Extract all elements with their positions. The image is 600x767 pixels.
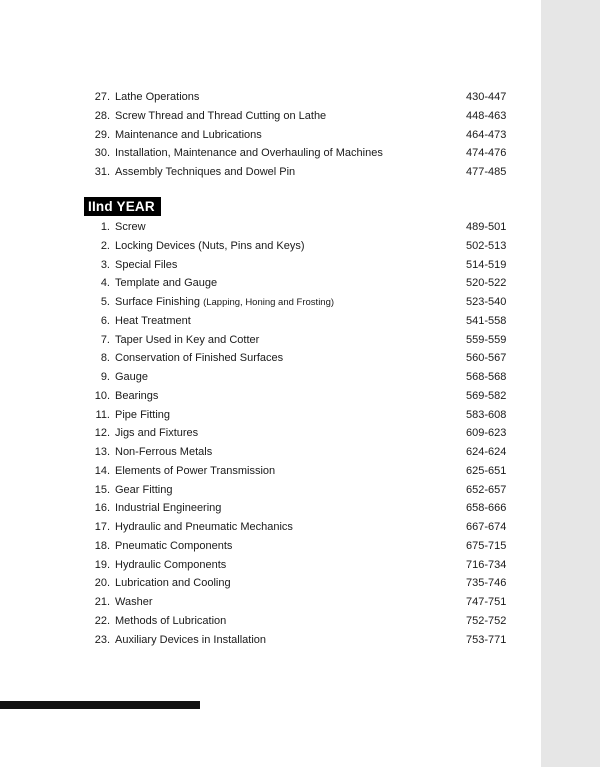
toc-entry (0, 107, 541, 126)
entry-number: 17. (94, 521, 110, 533)
entry-page-range: 609-623 (466, 427, 507, 440)
entry-page-range: 569-582 (466, 389, 507, 402)
entry-title (115, 88, 199, 107)
entry-title (115, 218, 146, 237)
toc-entry (0, 424, 541, 443)
entry-title-text: Surface Finishing (115, 296, 200, 308)
entry-title (115, 163, 295, 182)
entry-page-range: 520-522 (466, 277, 507, 290)
toc-list-first-year (0, 88, 541, 182)
toc-entry (0, 274, 541, 293)
entry-title-text: Washer (115, 596, 153, 608)
entry-number: 7. (100, 333, 110, 346)
toc-entry (0, 126, 541, 145)
entry-title-text: Template and Gauge (115, 277, 218, 290)
toc-entry (0, 518, 541, 537)
entry-number: 10. (94, 389, 110, 402)
entry-number: 27. (94, 91, 110, 103)
entry-title (115, 556, 226, 575)
entry-title (115, 107, 326, 126)
entry-number: 23. (94, 633, 110, 646)
entry-page-range: 560-567 (466, 352, 507, 365)
entry-page-range: 523-540 (466, 296, 507, 308)
entry-page-range: 752-752 (466, 614, 507, 627)
page-margin (541, 0, 600, 767)
entry-title-text: Hydraulic and Pneumatic Mechanics (115, 521, 293, 533)
entry-page-range: 753-771 (466, 633, 507, 646)
entry-title-text: Lathe Operations (115, 91, 200, 103)
entry-page-range: 448-463 (466, 109, 507, 122)
toc-entry (0, 88, 541, 107)
entry-title (115, 462, 275, 481)
entry-title-text: Auxiliary Devices in Installation (115, 633, 267, 646)
toc-entry (0, 163, 541, 182)
toc-entry (0, 144, 541, 163)
entry-title-text: Conservation of Finished Surfaces (115, 352, 284, 365)
entry-title (115, 126, 262, 145)
entry-title (115, 349, 283, 368)
entry-title-text: Maintenance and Lubrications (115, 128, 262, 141)
entry-page-range: 502-513 (466, 239, 507, 252)
entry-title-text: Taper Used in Key and Cotter (115, 333, 260, 346)
entry-title-text: Locking Devices (Nuts, Pins and Keys) (115, 239, 305, 252)
entry-title (115, 387, 158, 406)
entry-title-text: Methods of Lubrication (115, 614, 227, 627)
toc-entry (0, 349, 541, 368)
entry-number: 19. (94, 558, 110, 571)
entry-number: 9. (100, 371, 110, 383)
entry-number: 18. (94, 539, 110, 552)
entry-number: 29. (94, 128, 110, 141)
entry-title-text: Lubrication and Cooling (115, 577, 231, 590)
entry-number: 16. (94, 502, 110, 515)
entry-title (115, 424, 198, 443)
entry-page-range: 658-666 (466, 502, 507, 515)
entry-title-text: Assembly Techniques and Dowel Pin (115, 166, 296, 178)
entry-number: 2. (100, 239, 110, 252)
entry-number: 5. (100, 296, 110, 308)
entry-page-range: 568-568 (466, 371, 507, 383)
entry-page-range: 489-501 (466, 221, 507, 233)
entry-number: 30. (94, 147, 110, 160)
toc-entry (0, 331, 541, 350)
entry-subtitle: (Lapping, Honing and Frosting) (203, 297, 335, 308)
entry-title (115, 144, 383, 163)
entry-title-text: Industrial Engineering (115, 502, 222, 515)
entry-number: 13. (94, 446, 110, 458)
section-heading-second-year: IInd YEAR (84, 197, 161, 216)
entry-page-range: 583-608 (466, 408, 507, 421)
entry-page-range: 474-476 (466, 147, 507, 160)
entry-page-range: 464-473 (466, 128, 507, 141)
entry-title (115, 256, 177, 275)
footer-rule (0, 701, 200, 709)
entry-page-range: 625-651 (466, 464, 507, 477)
entry-title (115, 406, 170, 425)
toc-entry (0, 593, 541, 612)
entry-title-text: Hydraulic Components (115, 558, 227, 571)
entry-number: 4. (100, 277, 110, 290)
toc-entry (0, 406, 541, 425)
entry-page-range: 430-447 (466, 91, 507, 103)
toc-entry (0, 612, 541, 631)
entry-number: 15. (94, 483, 110, 496)
entry-page-range: 652-657 (466, 483, 507, 496)
entry-page-range: 559-559 (466, 333, 507, 346)
toc-entry (0, 537, 541, 556)
entry-page-range: 477-485 (466, 166, 507, 178)
toc-entry (0, 481, 541, 500)
entry-title (115, 293, 334, 313)
toc-entry (0, 293, 541, 312)
entry-page-range: 747-751 (466, 596, 507, 608)
entry-title-text: Bearings (115, 389, 159, 402)
entry-title-text: Jigs and Fixtures (115, 427, 199, 440)
entry-page-range: 541-558 (466, 314, 507, 327)
entry-title (115, 518, 293, 537)
entry-page-range: 716-734 (466, 558, 507, 571)
entry-title (115, 537, 232, 556)
entry-page-range: 514-519 (466, 258, 507, 271)
entry-title-text: Gear Fitting (115, 483, 173, 496)
entry-title (115, 237, 305, 256)
entry-title (115, 331, 259, 350)
entry-title-text: Installation, Maintenance and Overhauling of Machines (115, 147, 383, 160)
entry-title (115, 631, 266, 650)
toc-entry (0, 312, 541, 331)
entry-number: 1. (100, 221, 110, 233)
entry-number: 14. (94, 464, 110, 477)
entry-number: 8. (100, 352, 110, 365)
entry-page-range: 735-746 (466, 577, 507, 590)
entry-title-text: Screw (115, 221, 146, 233)
entry-number: 21. (94, 596, 110, 608)
entry-title (115, 443, 212, 462)
entry-number: 22. (94, 614, 110, 627)
entry-number: 3. (100, 258, 110, 271)
toc-entry (0, 443, 541, 462)
entry-page-range: 624-624 (466, 446, 507, 458)
toc-entry (0, 237, 541, 256)
toc-entry (0, 218, 541, 237)
entry-title-text: Special Files (115, 258, 178, 271)
toc-list-second-year (0, 218, 541, 649)
entry-page-range: 667-674 (466, 521, 507, 533)
entry-page-range: 675-715 (466, 539, 507, 552)
entry-title (115, 612, 226, 631)
entry-title (115, 274, 217, 293)
toc-entry (0, 574, 541, 593)
entry-title (115, 312, 191, 331)
entry-title-text: Heat Treatment (115, 314, 191, 327)
entry-title (115, 368, 148, 387)
entry-number: 11. (95, 408, 110, 421)
toc-entry (0, 462, 541, 481)
toc-entry (0, 556, 541, 575)
entry-title (115, 593, 153, 612)
entry-title-text: Screw Thread and Thread Cutting on Lathe (115, 109, 327, 122)
entry-title-text: Gauge (115, 371, 149, 383)
entry-number: 20. (94, 577, 110, 590)
entry-title-text: Pneumatic Components (115, 539, 233, 552)
entry-number: 12. (94, 427, 110, 440)
toc-entry (0, 387, 541, 406)
entry-title (115, 574, 231, 593)
entry-title-text: Non-Ferrous Metals (115, 446, 213, 458)
toc-entry (0, 256, 541, 275)
toc-entry (0, 631, 541, 650)
entry-number: 6. (100, 314, 110, 327)
toc-entry (0, 368, 541, 387)
entry-title (115, 499, 221, 518)
entry-title-text: Elements of Power Transmission (115, 464, 276, 477)
entry-number: 28. (94, 109, 110, 122)
entry-number: 31. (94, 166, 110, 178)
toc-entry (0, 499, 541, 518)
entry-title (115, 481, 172, 500)
entry-title-text: Pipe Fitting (115, 408, 171, 421)
